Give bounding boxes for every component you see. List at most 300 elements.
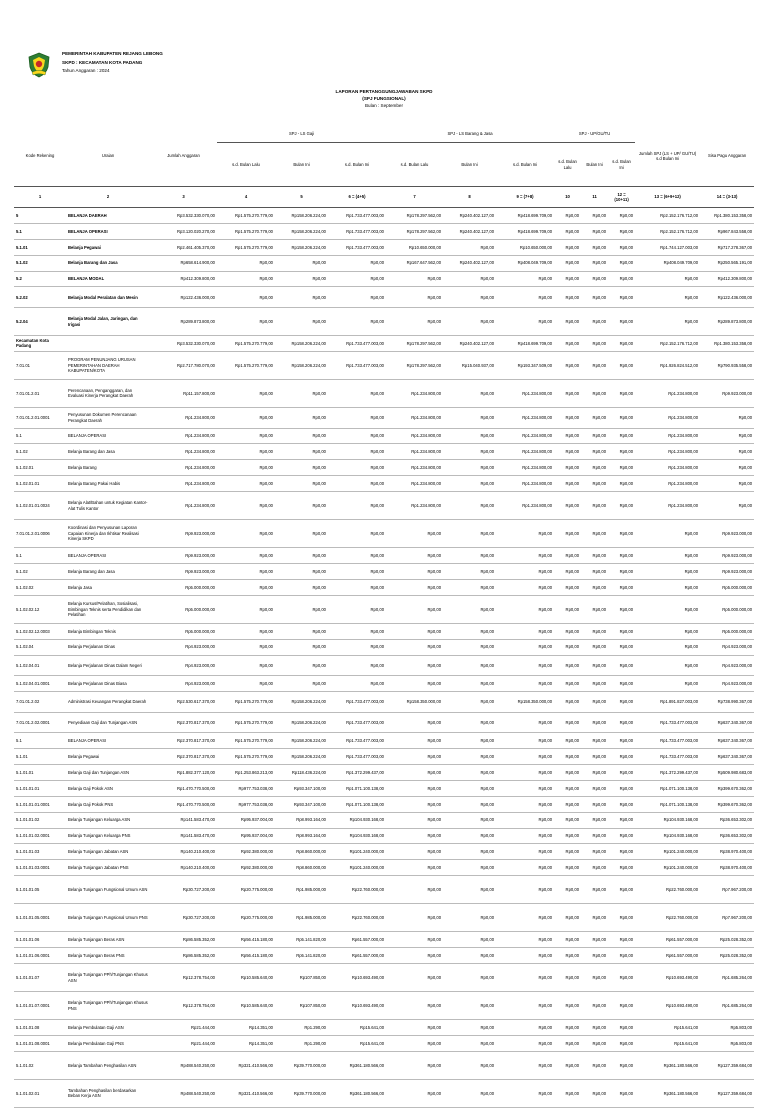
amount-cell: Rp14.351,00 (217, 1035, 275, 1051)
uraian-cell: Belanja Perjalanan Dinas Biasa (66, 676, 150, 692)
amount-cell: Rp140.210.400,00 (150, 844, 217, 860)
amount-cell: Rp0,00 (443, 676, 496, 692)
amount-cell: Rp22.760.000,00 (635, 904, 700, 932)
amount-cell: Rp12.378.754,00 (150, 992, 217, 1020)
amount-cell: Rp0,00 (496, 749, 554, 765)
table-row (14, 208, 754, 224)
col-anggaran: Jumlah Anggaran (150, 126, 217, 187)
amount-cell: Rp0,00 (496, 992, 554, 1020)
amount-cell: Rp178.297.562,00 (386, 351, 443, 379)
amount-cell: Rp0,00 (443, 844, 496, 860)
table-row (14, 563, 754, 579)
column-number: 7 (386, 187, 443, 208)
uraian-cell: BELANJA OPERASI (66, 733, 150, 749)
amount-cell: Rp0,00 (608, 271, 635, 287)
amount-cell: Rp0,00 (217, 579, 275, 595)
amount-cell: Rp0,00 (608, 964, 635, 992)
kode-rekening-cell: 5.1.01.02.01 (14, 1079, 66, 1107)
column-number: 1 (14, 187, 66, 208)
table-row (14, 676, 754, 692)
amount-cell: Rp0,00 (581, 492, 608, 520)
amount-cell: Rp0,00 (608, 948, 635, 964)
kode-rekening-cell: 5.1.02.02 (14, 579, 66, 595)
amount-cell: Rp1.234.800,00 (150, 476, 217, 492)
amount-cell: Rp0,00 (496, 308, 554, 336)
amount-cell: Rp5.000.000,00 (700, 595, 754, 623)
amount-cell: Rp0,00 (581, 1020, 608, 1036)
amount-cell: Rp0,00 (581, 271, 608, 287)
amount-cell: Rp0,00 (386, 765, 443, 781)
amount-cell: Rp0,00 (386, 948, 443, 964)
amount-cell: Rp0,00 (700, 428, 754, 444)
amount-cell: Rp4.923.000,00 (700, 655, 754, 676)
amount-cell: Rp9.923.000,00 (700, 520, 754, 548)
amount-cell: Rp25.028.352,00 (700, 948, 754, 964)
column-number: 9 = (7+8) (496, 187, 554, 208)
table-row (14, 749, 754, 765)
amount-cell: Rp0,00 (496, 712, 554, 733)
amount-cell: Rp101.240.000,00 (635, 860, 700, 876)
kode-rekening-cell: 5.2.04 (14, 308, 66, 336)
amount-cell: Rp1.234.800,00 (635, 407, 700, 428)
amount-cell: Rp0,00 (217, 428, 275, 444)
uraian-cell: Belanja Perjalanan Dinas (66, 639, 150, 655)
amount-cell: Rp0,00 (275, 460, 328, 476)
amount-cell: Rp0,00 (554, 844, 581, 860)
amount-cell: Rp0,00 (386, 828, 443, 844)
group-up-gu-tu: SPJ - UP/GU/TU (554, 126, 635, 143)
amount-cell: Rp0,00 (217, 639, 275, 655)
amount-cell: Rp0,00 (217, 595, 275, 623)
amount-cell: Rp9.923.000,00 (700, 379, 754, 407)
amount-cell: Rp717.278.367,00 (700, 239, 754, 255)
amount-cell: Rp0,00 (554, 1079, 581, 1107)
amount-cell: Rp5.000.000,00 (700, 623, 754, 639)
amount-cell: Rp0,00 (581, 287, 608, 308)
uraian-cell: Perencanaan, Penganggaran, dan Evaluasi Kinerja Perangkat Daerah (66, 379, 150, 407)
amount-cell: Rp104.930.168,00 (328, 812, 386, 828)
amount-cell: Rp0,00 (554, 548, 581, 564)
amount-cell: Rp0,00 (554, 948, 581, 964)
amount-cell: Rp1.234.800,00 (496, 379, 554, 407)
amount-cell: Rp0,00 (581, 692, 608, 713)
amount-cell: Rp10.693.490,00 (328, 964, 386, 992)
amount-cell: Rp10.693.490,00 (328, 992, 386, 1020)
amount-cell: Rp0,00 (554, 1020, 581, 1036)
amount-cell: Rp0,00 (443, 1079, 496, 1107)
kode-rekening-cell: 5.1.01.01.08 (14, 1020, 66, 1036)
uraian-cell: Koordinasi dan Penyusunan Laporan Capaian Kinerja dan Ikhtisar Realisasi Kinerja SKPD (66, 520, 150, 548)
amount-cell: Rp0,00 (328, 428, 386, 444)
amount-cell: Rp0,00 (581, 595, 608, 623)
amount-cell: Rp1.234.800,00 (150, 460, 217, 476)
amount-cell: Rp0,00 (217, 520, 275, 548)
amount-cell: Rp0,00 (608, 595, 635, 623)
amount-cell: Rp1.234.800,00 (635, 379, 700, 407)
amount-cell: Rp0,00 (443, 749, 496, 765)
amount-cell: Rp2.152.176.712,00 (635, 223, 700, 239)
amount-cell: Rp0,00 (328, 444, 386, 460)
amount-cell: Rp0,00 (443, 623, 496, 639)
kode-rekening-cell: 5.1.02 (14, 255, 66, 271)
amount-cell: Rp0,00 (635, 548, 700, 564)
amount-cell: Rp0,00 (581, 579, 608, 595)
uraian-cell: Belanja Tunjangan Beras PNS (66, 948, 150, 964)
amount-cell: Rp3.532.330.070,00 (150, 336, 217, 352)
amount-cell: Rp36.653.302,00 (700, 812, 754, 828)
amount-cell: Rp0,00 (386, 676, 443, 692)
amount-cell: Rp4.923.000,00 (700, 639, 754, 655)
uraian-cell: Belanja Pegawai (66, 239, 150, 255)
amount-cell: Rp0,00 (386, 595, 443, 623)
amount-cell: Rp0,00 (554, 733, 581, 749)
amount-cell: Rp25.028.352,00 (700, 932, 754, 948)
amount-cell: Rp0,00 (608, 255, 635, 271)
amount-cell: Rp0,00 (496, 655, 554, 676)
amount-cell: Rp158.206.224,00 (275, 208, 328, 224)
amount-cell: Rp0,00 (386, 623, 443, 639)
amount-cell: Rp0,00 (386, 287, 443, 308)
amount-cell: Rp0,00 (443, 1035, 496, 1051)
table-row (14, 904, 754, 932)
amount-cell: Rp0,00 (581, 563, 608, 579)
report-subtitle: (SPJ FUNGSIONAL) (362, 96, 406, 101)
table-row (14, 579, 754, 595)
amount-cell: Rp21.444,00 (150, 1020, 217, 1036)
amount-cell: Rp0,00 (554, 239, 581, 255)
amount-cell: Rp1.733.477.003,00 (328, 749, 386, 765)
amount-cell: Rp0,00 (581, 460, 608, 476)
amount-cell: Rp1.744.127.003,00 (635, 239, 700, 255)
uraian-cell: Belanja Tunjangan Beras ASN (66, 932, 150, 948)
amount-cell: Rp0,00 (608, 563, 635, 579)
amount-cell: Rp0,00 (608, 1079, 635, 1107)
amount-cell: Rp0,00 (328, 676, 386, 692)
amount-cell: Rp977.753.038,00 (217, 796, 275, 812)
amount-cell: Rp637.340.367,00 (700, 712, 754, 733)
amount-cell: Rp418.699.709,00 (496, 223, 554, 239)
kode-rekening-cell: 7.01.01.2.01 (14, 379, 66, 407)
amount-cell: Rp158.206.224,00 (275, 239, 328, 255)
table-row (14, 964, 754, 992)
column-number: 5 (275, 187, 328, 208)
amount-cell: Rp0,00 (581, 844, 608, 860)
amount-cell: Rp0,00 (443, 460, 496, 476)
amount-cell: Rp0,00 (608, 844, 635, 860)
amount-cell: Rp0,00 (608, 828, 635, 844)
amount-cell: Rp0,00 (275, 255, 328, 271)
amount-cell: Rp0,00 (554, 460, 581, 476)
amount-cell: Rp0,00 (554, 692, 581, 713)
amount-cell: Rp0,00 (328, 287, 386, 308)
amount-cell: Rp9.923.000,00 (700, 563, 754, 579)
amount-cell: Rp0,00 (386, 520, 443, 548)
amount-cell: Rp0,00 (496, 932, 554, 948)
amount-cell: Rp0,00 (386, 733, 443, 749)
amount-cell: Rp1.733.477.003,00 (328, 336, 386, 352)
uraian-cell: Belanja Gaji Pokok PNS (66, 796, 150, 812)
amount-cell: Rp0,00 (554, 308, 581, 336)
amount-cell: Rp0,00 (608, 749, 635, 765)
amount-cell: Rp1.234.800,00 (386, 428, 443, 444)
amount-cell: Rp0,00 (386, 812, 443, 828)
uraian-cell: Belanja Modal Peralatan dan Mesin (66, 287, 150, 308)
amount-cell: Rp0,00 (581, 1079, 608, 1107)
amount-cell: Rp0,00 (581, 223, 608, 239)
amount-cell: Rp0,00 (275, 579, 328, 595)
amount-cell: Rp0,00 (554, 287, 581, 308)
amount-cell: Rp0,00 (581, 860, 608, 876)
amount-cell: Rp118.436.224,00 (275, 765, 328, 781)
uraian-cell: Penyediaan Gaji dan Tunjangan ASN (66, 712, 150, 733)
amount-cell: Rp0,00 (608, 860, 635, 876)
amount-cell: Rp0,00 (217, 476, 275, 492)
amount-cell: Rp1.234.800,00 (496, 428, 554, 444)
amount-cell: Rp0,00 (443, 407, 496, 428)
uraian-cell: Belanja Tunjangan Keluarga ASN (66, 812, 150, 828)
amount-cell: Rp1.234.800,00 (386, 476, 443, 492)
table-row (14, 492, 754, 520)
amount-cell: Rp0,00 (443, 239, 496, 255)
amount-cell: Rp0,00 (608, 623, 635, 639)
amount-cell: Rp0,00 (608, 520, 635, 548)
col-barang-sd-ini: s.d. Bulan Ini (512, 161, 538, 167)
amount-cell: Rp9.923.000,00 (700, 548, 754, 564)
report-title-block (0, 88, 768, 109)
uraian-cell: Belanja Pegawai (66, 749, 150, 765)
kode-rekening-cell: 5.1.01 (14, 239, 66, 255)
amount-cell: Rp0,00 (581, 308, 608, 336)
amount-cell: Rp0,00 (275, 476, 328, 492)
amount-cell: Rp0,00 (386, 563, 443, 579)
amount-cell: Rp158.206.224,00 (275, 223, 328, 239)
amount-cell: Rp158.206.224,00 (275, 712, 328, 733)
table-row (14, 780, 754, 796)
amount-cell: Rp1.733.477.003,00 (328, 733, 386, 749)
amount-cell: Rp0,00 (554, 639, 581, 655)
amount-cell: Rp0,00 (554, 208, 581, 224)
table-row (14, 860, 754, 876)
kode-rekening-cell: 5.2.02 (14, 287, 66, 308)
kode-rekening-cell: 5.1.01.01.06.0001 (14, 948, 66, 964)
amount-cell: Rp0,00 (496, 595, 554, 623)
table-row (14, 287, 754, 308)
amount-cell: Rp0,00 (496, 287, 554, 308)
amount-cell: Rp4.923.000,00 (150, 639, 217, 655)
amount-cell: Rp0,00 (554, 932, 581, 948)
amount-cell: Rp61.557.000,00 (328, 948, 386, 964)
amount-cell: Rp0,00 (443, 271, 496, 287)
amount-cell: Rp0,00 (608, 692, 635, 713)
amount-cell: Rp95.937.004,00 (217, 828, 275, 844)
kode-rekening-cell: 7.01.01.2.02 (14, 692, 66, 713)
col-barang-sd-lalu: s.d. Bulan Lalu (400, 161, 429, 167)
table-row (14, 1079, 754, 1107)
amount-cell: Rp0,00 (635, 563, 700, 579)
amount-cell: Rp61.557.000,00 (328, 932, 386, 948)
amount-cell: Rp178.297.562,00 (386, 223, 443, 239)
amount-cell: Rp240.402.127,00 (443, 336, 496, 352)
amount-cell: Rp1.234.800,00 (496, 407, 554, 428)
amount-cell: Rp0,00 (608, 765, 635, 781)
table-row (14, 692, 754, 713)
uraian-cell: Belanja Barang Pakai Habis (66, 476, 150, 492)
amount-cell: Rp0,00 (443, 579, 496, 595)
amount-cell: Rp637.340.367,00 (700, 733, 754, 749)
amount-cell: Rp5.000.000,00 (150, 595, 217, 623)
amount-cell: Rp0,00 (217, 407, 275, 428)
amount-cell: Rp1.234.800,00 (635, 492, 700, 520)
amount-cell: Rp0,00 (608, 780, 635, 796)
uraian-cell: Belanja Barang (66, 460, 150, 476)
amount-cell: Rp92.380.000,00 (217, 860, 275, 876)
amount-cell: Rp0,00 (386, 780, 443, 796)
uraian-cell: BELANJA OPERASI (66, 548, 150, 564)
amount-cell: Rp0,00 (635, 676, 700, 692)
amount-cell: Rp0,00 (328, 492, 386, 520)
amount-cell: Rp0,00 (217, 271, 275, 287)
amount-cell: Rp0,00 (328, 639, 386, 655)
amount-cell: Rp321.410.566,00 (217, 1079, 275, 1107)
amount-cell: Rp0,00 (386, 964, 443, 992)
uraian-cell: BELANJA MODAL (66, 271, 150, 287)
amount-cell: Rp0,00 (386, 1020, 443, 1036)
amount-cell: Rp0,00 (608, 1035, 635, 1051)
amount-cell: Rp0,00 (608, 428, 635, 444)
amount-cell: Rp1.234.800,00 (386, 407, 443, 428)
amount-cell: Rp0,00 (217, 676, 275, 692)
amount-cell: Rp0,00 (496, 563, 554, 579)
amount-cell: Rp0,00 (275, 444, 328, 460)
report-title: LAPORAN PERTANGGUNGJAWABAN SKPD (335, 89, 433, 94)
col-gaji-sd-lalu: s.d. Bulan Lalu (232, 161, 260, 167)
amount-cell: Rp0,00 (386, 579, 443, 595)
amount-cell: Rp0,00 (275, 623, 328, 639)
amount-cell: Rp122.436.000,00 (150, 287, 217, 308)
kode-rekening-cell: 5.1.01.01.08.0001 (14, 1035, 66, 1051)
table-row (14, 271, 754, 287)
amount-cell: Rp0,00 (581, 780, 608, 796)
amount-cell: Rp0,00 (554, 765, 581, 781)
amount-cell: Rp1.071.100.138,00 (328, 796, 386, 812)
amount-cell: Rp0,00 (443, 876, 496, 904)
amount-cell: Rp0,00 (554, 520, 581, 548)
col-gaji-sd-ini: s.d. Bulan Ini (344, 161, 370, 167)
table-row (14, 351, 754, 379)
table-row (14, 844, 754, 860)
table-row (14, 520, 754, 548)
amount-cell: Rp1.372.299.437,00 (635, 765, 700, 781)
amount-cell: Rp86.585.352,00 (150, 932, 217, 948)
table-header (14, 126, 754, 208)
table-row (14, 712, 754, 733)
uraian-cell: Belanja Perjalanan Dinas Dalam Negeri (66, 655, 150, 676)
amount-cell: Rp0,00 (275, 563, 328, 579)
uraian-cell: BELANJA OPERASI (66, 428, 150, 444)
table-row (14, 1020, 754, 1036)
amount-cell: Rp0,00 (496, 623, 554, 639)
amount-cell: Rp0,00 (386, 1079, 443, 1107)
amount-cell: Rp0,00 (554, 336, 581, 352)
amount-cell: Rp0,00 (608, 492, 635, 520)
amount-cell: Rp107.850,00 (275, 964, 328, 992)
amount-cell: Rp0,00 (328, 579, 386, 595)
amount-cell: Rp1.071.100.138,00 (635, 796, 700, 812)
amount-cell: Rp1.234.800,00 (635, 460, 700, 476)
amount-cell: Rp0,00 (443, 1051, 496, 1079)
amount-cell: Rp361.180.566,00 (328, 1079, 386, 1107)
kode-rekening-cell: 5.1.02.02.12.0003 (14, 623, 66, 639)
amount-cell: Rp1.733.477.003,00 (328, 712, 386, 733)
table-row (14, 548, 754, 564)
amount-cell: Rp104.930.168,00 (328, 828, 386, 844)
letterhead (26, 50, 163, 78)
amount-cell: Rp0,00 (635, 623, 700, 639)
amount-cell: Rp658.614.900,00 (150, 255, 217, 271)
amount-cell: Rp0,00 (581, 904, 608, 932)
kode-rekening-cell: 5.1.01.01.03 (14, 844, 66, 860)
amount-cell: Rp0,00 (635, 655, 700, 676)
amount-cell: Rp0,00 (496, 548, 554, 564)
amount-cell: Rp0,00 (554, 676, 581, 692)
table-row (14, 733, 754, 749)
amount-cell: Rp0,00 (581, 623, 608, 639)
amount-cell: Rp0,00 (443, 904, 496, 932)
amount-cell: Rp0,00 (443, 492, 496, 520)
uraian-cell: Belanja Gaji dan Tunjangan ASN (66, 765, 150, 781)
amount-cell: Rp7.967.200,00 (700, 876, 754, 904)
amount-cell: Rp0,00 (554, 876, 581, 904)
amount-cell: Rp0,00 (608, 733, 635, 749)
amount-cell: Rp1.234.800,00 (635, 428, 700, 444)
amount-cell: Rp0,00 (554, 351, 581, 379)
amount-cell: Rp1.575.270.779,00 (217, 239, 275, 255)
kode-rekening-cell: 5.1.02.01.01 (14, 476, 66, 492)
amount-cell: Rp0,00 (217, 563, 275, 579)
amount-cell: Rp0,00 (443, 860, 496, 876)
amount-cell: Rp0,00 (328, 548, 386, 564)
amount-cell: Rp158.206.224,00 (275, 733, 328, 749)
amount-cell: Rp5.803,00 (700, 1020, 754, 1036)
amount-cell: Rp0,00 (217, 444, 275, 460)
column-number: 11 (581, 187, 608, 208)
amount-cell: Rp10.650.000,00 (386, 239, 443, 255)
column-number: 2 (66, 187, 150, 208)
kode-rekening-cell: 5.1.01.01.07.0001 (14, 992, 66, 1020)
amount-cell: Rp1.234.800,00 (386, 444, 443, 460)
col-uraian: Uraian (66, 126, 150, 187)
amount-cell: Rp158.206.224,00 (275, 749, 328, 765)
amount-cell: Rp0,00 (581, 812, 608, 828)
amount-cell: Rp92.380.000,00 (217, 844, 275, 860)
uraian-cell: Tambahan Penghasilan berdasarkan Beban Kerja ASN (66, 1079, 150, 1107)
amount-cell: Rp0,00 (217, 255, 275, 271)
spj-table (14, 126, 754, 1108)
amount-cell: Rp1.234.800,00 (635, 476, 700, 492)
amount-cell: Rp1.234.800,00 (496, 492, 554, 520)
amount-cell: Rp0,00 (554, 860, 581, 876)
amount-cell: Rp0,00 (554, 444, 581, 460)
col-up-sd-lalu: s.d. Bulan Lalu (558, 159, 577, 170)
amount-cell: Rp141.583.470,00 (150, 812, 217, 828)
amount-cell: Rp22.760.000,00 (328, 876, 386, 904)
amount-cell: Rp30.727.200,00 (150, 876, 217, 904)
amount-cell: Rp0,00 (386, 1051, 443, 1079)
amount-cell: Rp0,00 (581, 655, 608, 676)
col-jumlah-spj: Jumlah SPJ (LS + UP/ GU/TU) s.d Bulan Ini (635, 126, 700, 187)
amount-cell: Rp1.575.270.779,00 (217, 336, 275, 352)
amount-cell: Rp1.685.264,00 (700, 992, 754, 1020)
